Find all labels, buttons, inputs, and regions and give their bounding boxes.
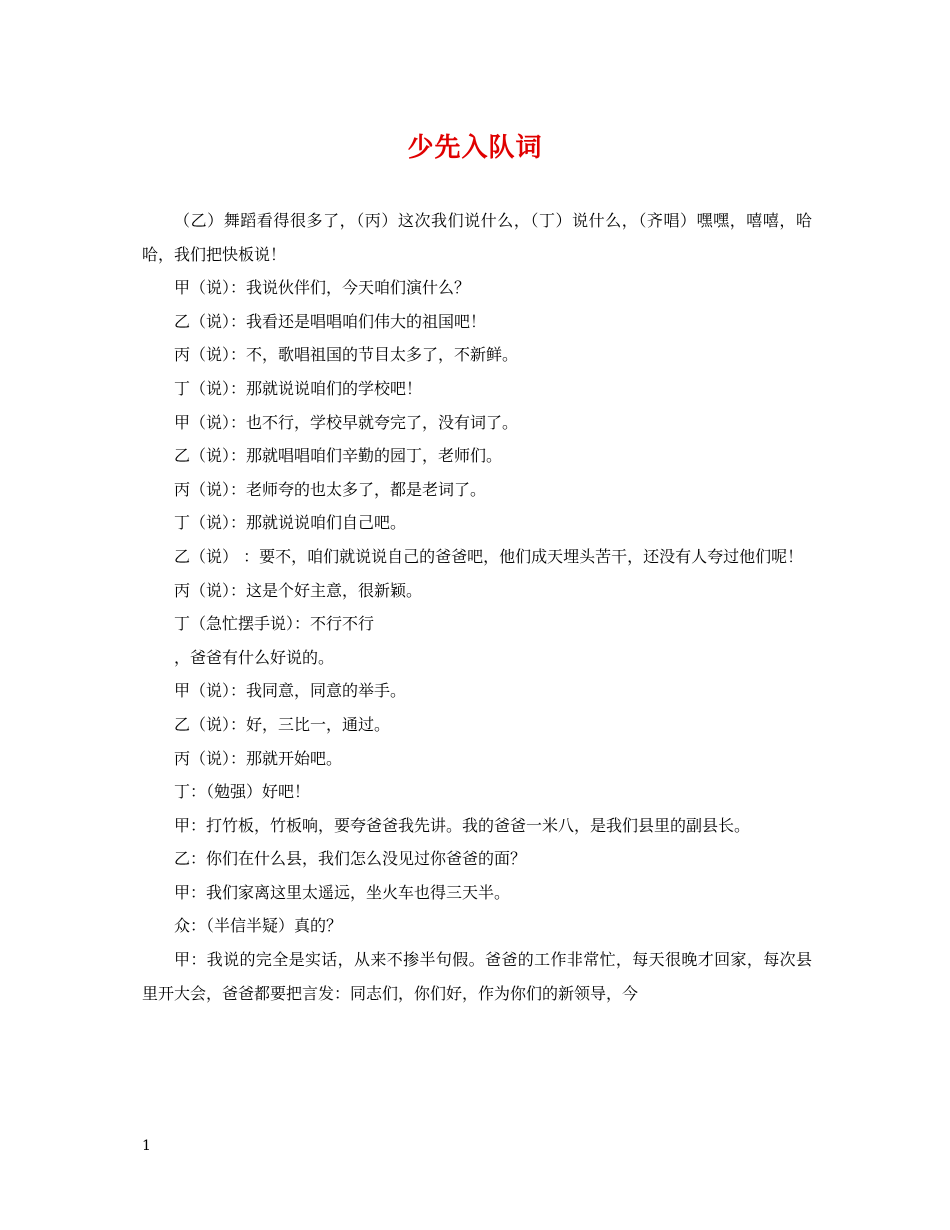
paragraph: 乙（说）：好，三比一，通过。 [174,714,391,734]
paragraph: （乙）舞蹈看得很多了，（丙）这次我们说什么，（丁）说什么，（齐唱）嘿嘿，嘻嘻，哈哈，我们把快板说！ [142,211,812,264]
paragraph: 乙（说）：我看还是唱唱咱们伟大的祖国吧！ [174,311,487,331]
paragraph: 乙：你们在什么县，我们怎么没见过你爸爸的面？ [174,849,527,869]
paragraph: 丙（说）：不，歌唱祖国的节目太多了，不新鲜。 [174,345,519,365]
paragraph: 丁（急忙摆手说）：不行不行 [174,614,375,634]
page-number: 1 [142,1138,151,1154]
paragraph: 甲：我说的完全是实话，从来不掺半句假。爸爸的工作非常忙，每天很晚才回家，每次县里开大会，爸爸都要把言发：同志们，你们好，作为你们的新领导，今 [142,950,812,1003]
paragraph: ，爸爸有什么好说的。 [174,647,335,667]
page-title: 少先入队词 [407,133,543,163]
body-text [142,204,812,1010]
paragraph: 乙（说） ：要不，咱们就说说自己的爸爸吧，他们成天埋头苦干，还没有人夸过他们呢！ [174,546,804,566]
paragraph: 甲（说）：我说伙伴们，今天咱们演什么？ [174,278,471,298]
paragraph: 乙（说）：那就唱唱咱们辛勤的园丁，老师们。 [174,446,503,466]
paragraph: 丁（说）：那就说说咱们自己吧。 [174,513,407,533]
paragraph: 丙（说）：老师夸的也太多了，都是老词了。 [174,479,487,499]
paragraph: 甲（说）：我同意，同意的举手。 [174,681,407,701]
paragraph: 丁（说）：那就说说咱们的学校吧！ [174,378,423,398]
paragraph: 甲（说）：也不行，学校早就夸完了，没有词了。 [174,412,519,432]
paragraph: 众：（半信半疑）真的？ [174,916,343,936]
paragraph: 丁：（勉强）好吧！ [174,782,311,802]
paragraph: 丙（说）：那就开始吧。 [174,748,343,768]
paragraph: 甲：我们家离这里太遥远，坐火车也得三天半。 [174,882,511,902]
paragraph: 甲：打竹板，竹板响，要夸爸爸我先讲。我的爸爸一米八，是我们县里的副县长。 [174,815,751,835]
paragraph: 丙（说）：这是个好主意，很新颖。 [174,580,423,600]
